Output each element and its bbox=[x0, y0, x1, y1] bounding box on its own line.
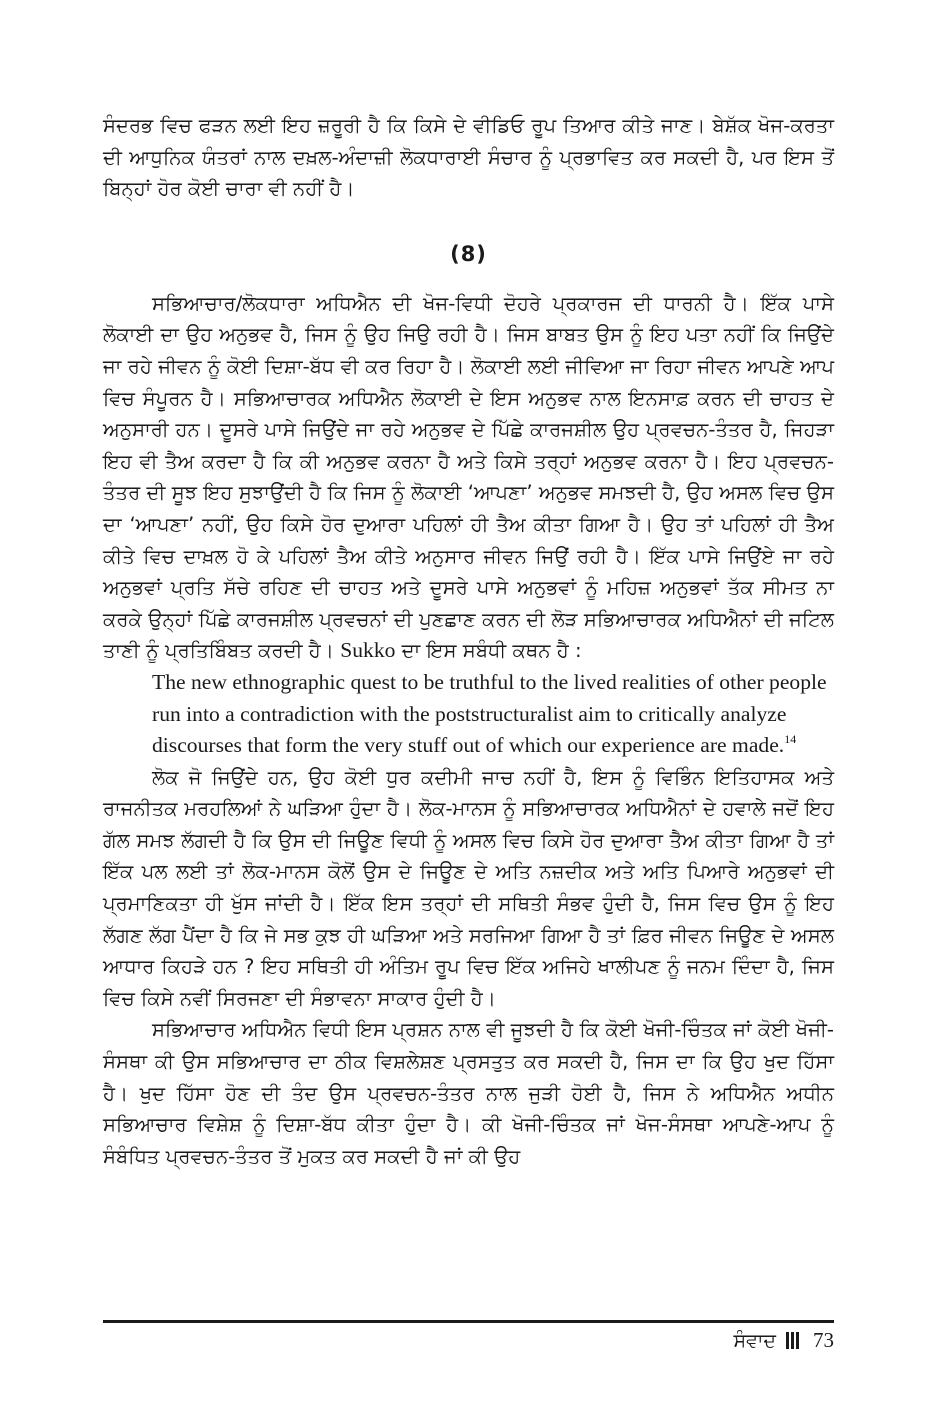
paragraph-3: ਲੋਕ ਜੋ ਜਿਉਂਦੇ ਹਨ, ਉਹ ਕੋਈ ਧੁਰ ਕਦੀਮੀ ਜਾਚ ਨਹੀਂ ਹੈ, ਇਸ ਨੂੰ ਵਿਭਿੰਨ ਇਤਿਹਾਸਕ ਅਤੇ ਰਾਜਨੀਤਕ ਮਰਹਲਿਆਂ ਨੇ ਘੜਿਆ ਹੁੰਦਾ ਹੈ। ਲੋਕ-ਮਾਨਸ ਨੂੰ ਸਭਿਆਚਾਰਕ ਅਧਿਐਨਾਂ ਦੇ ਹਵਾਲੇ ਜਦੋਂ ਇਹ ਗੱਲ ਸਮਝ ਲੱਗਦੀ ਹੈ ਕਿ ਉਸ ਦੀ ਜਿਊਣ ਵਿਧੀ ਨੂੰ ਅਸਲ ਵਿਚ ਕਿਸੇ ਹੋਰ ਦੁਆਰਾ ਤੈਅ ਕੀਤਾ ਗਿਆ ਹੈ ਤਾਂ ਇੱਕ ਪਲ ਲਈ ਤਾਂ ਲੋਕ-ਮਾਨਸ ਕੋਲੋਂ ਉਸ ਦੇ ਜਿਊਣ ਦੇ ਅਤਿ ਨਜ਼ਦੀਕ ਅਤੇ ਅਤਿ ਪਿਆਰੇ ਅਨੁਭਵਾਂ ਦੀ ਪ੍ਰਮਾਣਿਕਤਾ ਹੀ ਖੁੱਸ ਜਾਂਦੀ ਹੈ। ਇੱਕ ਇਸ ਤਰ੍ਹਾਂ ਦੀ ਸਥਿਤੀ ਸੰਭਵ ਹੁੰਦੀ ਹੈ, ਜਿਸ ਵਿਚ ਉਸ ਨੂੰ ਇਹ ਲੱਗਣ ਲੱਗ ਪੈਂਦਾ ਹੈ ਕਿ ਜੇ ਸਭ ਕੁਝ ਹੀ ਘੜਿਆ ਅਤੇ ਸਰਜਿਆ ਗਿਆ ਹੈ ਤਾਂ ਫ਼ਿਰ ਜੀਵਨ ਜਿਊਣ ਦੇ ਅਸਲ ਆਧਾਰ ਕਿਹੜੇ ਹਨ ? ਇਹ ਸਥਿਤੀ ਹੀ ਅੰਤਿਮ ਰੂਪ ਵਿਚ ਇੱਕ ਅਜਿਹੇ ਖਾਲੀਪਣ ਨੂੰ ਜਨਮ ਦਿੰਦਾ ਹੈ, ਜਿਸ ਵਿਚ ਕਿਸੇ ਨਵੀਂ ਸਿਰਜਣਾ ਦੀ ਸੰਭਾਵਨਾ ਸਾਕਾਰ ਹੁੰਦੀ ਹੈ। bbox=[103, 765, 834, 1010]
page-footer bbox=[733, 1328, 834, 1353]
author-name: Sukko bbox=[340, 638, 396, 663]
block-quote bbox=[152, 667, 834, 762]
footnote-ref: 14 bbox=[784, 732, 797, 747]
separator-bars-icon bbox=[786, 1332, 799, 1349]
quote-text: The new ethnographic quest to be truthful to the lived realities of other people run into a contradiction with the poststructuralist aim to critically analyze discourses that form the very stuff out of which our experience are made. bbox=[152, 669, 827, 758]
page-body bbox=[103, 110, 834, 1172]
paragraph-4: ਸਭਿਆਚਾਰ ਅਧਿਐਨ ਵਿਧੀ ਇਸ ਪ੍ਰਸ਼ਨ ਨਾਲ ਵੀ ਜੂਝਦੀ ਹੈ ਕਿ ਕੋਈ ਖੋਜੀ-ਚਿੰਤਕ ਜਾਂ ਕੋਈ ਖੋਜੀ-ਸੰਸਥਾ ਕੀ ਉਸ ਸਭਿਆਚਾਰ ਦਾ ਠੀਕ ਵਿਸ਼ਲੇਸ਼ਣ ਪ੍ਰਸਤੁਤ ਕਰ ਸਕਦੀ ਹੈ, ਜਿਸ ਦਾ ਕਿ ਉਹ ਖੁਦ ਹਿੱਸਾ ਹੈ। ਖੁਦ ਹਿੱਸਾ ਹੋਣ ਦੀ ਤੰਦ ਉਸ ਪ੍ਰਵਚਨ-ਤੰਤਰ ਨਾਲ ਜੁੜੀ ਹੋਈ ਹੈ, ਜਿਸ ਨੇ ਅਧਿਐਨ ਅਧੀਨ ਸਭਿਆਚਾਰ ਵਿਸ਼ੇਸ਼ ਨੂੰ ਦਿਸ਼ਾ-ਬੱਧ ਕੀਤਾ ਹੁੰਦਾ ਹੈ। ਕੀ ਖੋਜੀ-ਚਿੰਤਕ ਜਾਂ ਖੋਜ-ਸੰਸਥਾ ਆਪਣੇ-ਆਪ ਨੂੰ ਸੰਬੰਧਿਤ ਪ੍ਰਵਚਨ-ਤੰਤਰ ਤੋਂ ਮੁਕਤ ਕਰ ਸਕਦੀ ਹੈ ਜਾਂ ਕੀ ਉਹ bbox=[103, 1018, 834, 1168]
paragraph-1: ਸੰਦਰਭ ਵਿਚ ਫੜਨ ਲਈ ਇਹ ਜ਼ਰੂਰੀ ਹੈ ਕਿ ਕਿਸੇ ਦੇ ਵੀਡਿਓ ਰੂਪ ਤਿਆਰ ਕੀਤੇ ਜਾਣ। ਬੇਸ਼ੱਕ ਖੋਜ-ਕਰਤਾ ਦੀ ਆਧੁਨਿਕ ਯੰਤਰਾਂ ਨਾਲ ਦਖ਼ਲ-ਅੰਦਾਜ਼ੀ ਲੋਕਧਾਰਾਈ ਸੰਚਾਰ ਨੂੰ ਪ੍ਰਭਾਵਿਤ ਕਰ ਸਕਦੀ ਹੈ, ਪਰ ਇਸ ਤੋਂ ਬਿਨ੍ਹਾਂ ਹੋਰ ਕੋਈ ਚਾਰਾ ਵੀ ਨਹੀਂ ਹੈ। bbox=[103, 114, 834, 201]
paragraph-2 bbox=[103, 288, 834, 667]
section-number: (8) bbox=[450, 241, 487, 266]
paragraph-2-tail: ਦਾ ਇਸ ਸਬੰਧੀ ਕਥਨ ਹੈ : bbox=[401, 639, 582, 663]
page-number: 73 bbox=[813, 1328, 834, 1352]
journal-name: ਸੰਵਾਦ bbox=[733, 1329, 776, 1352]
footer-rule bbox=[103, 1320, 834, 1323]
paragraph-2-text: ਸਭਿਆਚਾਰ/ਲੋਕਧਾਰਾ ਅਧਿਐਨ ਦੀ ਖੋਜ-ਵਿਧੀ ਦੋਹਰੇ ਪ੍ਰਕਾਰਜ ਦੀ ਧਾਰਨੀ ਹੈ। ਇੱਕ ਪਾਸੇ ਲੋਕਾਈ ਦਾ ਉਹ ਅਨੁਭਵ ਹੈ, ਜਿਸ ਨੂੰ ਉਹ ਜਿਉ ਰਹੀ ਹੈ। ਜਿਸ ਬਾਬਤ ਉਸ ਨੂੰ ਇਹ ਪਤਾ ਨਹੀਂ ਕਿ ਜਿਉਂਦੇ ਜਾ ਰਹੇ ਜੀਵਨ ਨੂੰ ਕੋਈ ਦਿਸ਼ਾ-ਬੱਧ ਵੀ ਕਰ ਰਿਹਾ ਹੈ। ਲੋਕਾਈ ਲਈ ਜੀਵਿਆ ਜਾ ਰਿਹਾ ਜੀਵਨ ਆਪਣੇ ਆਪ ਵਿਚ ਸੰਪੂਰਨ ਹੈ। ਸਭਿਆਚਾਰਕ ਅਧਿਐਨ ਲੋਕਾਈ ਦੇ ਇਸ ਅਨੁਭਵ ਨਾਲ ਇਨਸਾਫ਼ ਕਰਨ ਦੀ ਚਾਹਤ ਦੇ ਅਨੁਸਾਰੀ ਹਨ। ਦੂਸਰੇ ਪਾਸੇ ਜਿਉਂਦੇ ਜਾ ਰਹੇ ਅਨੁਭਵ ਦੇ ਪਿੱਛੇ ਕਾਰਜਸ਼ੀਲ ਉਹ ਪ੍ਰਵਚਨ-ਤੰਤਰ ਹੈ, ਜਿਹੜਾ ਇਹ ਵੀ ਤੈਅ ਕਰਦਾ ਹੈ ਕਿ ਕੀ ਅਨੁਭਵ ਕਰਨਾ ਹੈ ਅਤੇ ਕਿਸੇ ਤਰ੍ਹਾਂ ਅਨੁਭਵ ਕਰਨਾ ਹੈ। ਇਹ ਪ੍ਰਵਚਨ-ਤੰਤਰ ਦੀ ਸੂਝ ਇਹ ਸੁਝਾਉਂਦੀ ਹੈ ਕਿ ਜਿਸ ਨੂੰ ਲੋਕਾਈ ‘ਆਪਣਾ’ ਅਨੁਭਵ ਸਮਝਦੀ ਹੈ, ਉਹ ਅਸਲ ਵਿਚ ਉਸ ਦਾ ‘ਆਪਣਾ’ ਨਹੀਂ, ਉਹ ਕਿਸੇ ਹੋਰ ਦੁਆਰਾ ਪਹਿਲਾਂ ਹੀ ਤੈਅ ਕੀਤਾ ਗਿਆ ਹੈ। ਉਹ ਤਾਂ ਪਹਿਲਾਂ ਹੀ ਤੈਅ ਕੀਤੇ ਵਿਚ ਦਾਖ਼ਲ ਹੋ ਕੇ ਪਹਿਲਾਂ ਤੈਅ ਕੀਤੇ ਅਨੁਸਾਰ ਜੀਵਨ ਜਿਉਂ ਰਹੀ ਹੈ। ਇੱਕ ਪਾਸੇ ਜਿਉਂਏ ਜਾ ਰਹੇ ਅਨੁਭਵਾਂ ਪ੍ਰਤਿ ਸੱਚੇ ਰਹਿਣ ਦੀ ਚਾਹਤ ਅਤੇ ਦੂਸਰੇ ਪਾਸੇ ਅਨੁਭਵਾਂ ਨੂੰ ਮਹਿਜ਼ ਅਨੁਭਵਾਂ ਤੱਕ ਸੀਮਤ ਨਾ ਕਰਕੇ ਉਨ੍ਹਾਂ ਪਿੱਛੇ ਕਾਰਜਸ਼ੀਲ ਪ੍ਰਵਚਨਾਂ ਦੀ ਪੁਣਛਾਣ ਕਰਨ ਦੀ ਲੋੜ ਸਭਿਆਚਾਰਕ ਅਧਿਐਨਾਂ ਦੀ ਜਟਿਲ ਤਾਣੀ ਨੂੰ ਪ੍ਰਤਿਬਿੰਬਤ ਕਰਦੀ ਹੈ। bbox=[103, 291, 834, 663]
